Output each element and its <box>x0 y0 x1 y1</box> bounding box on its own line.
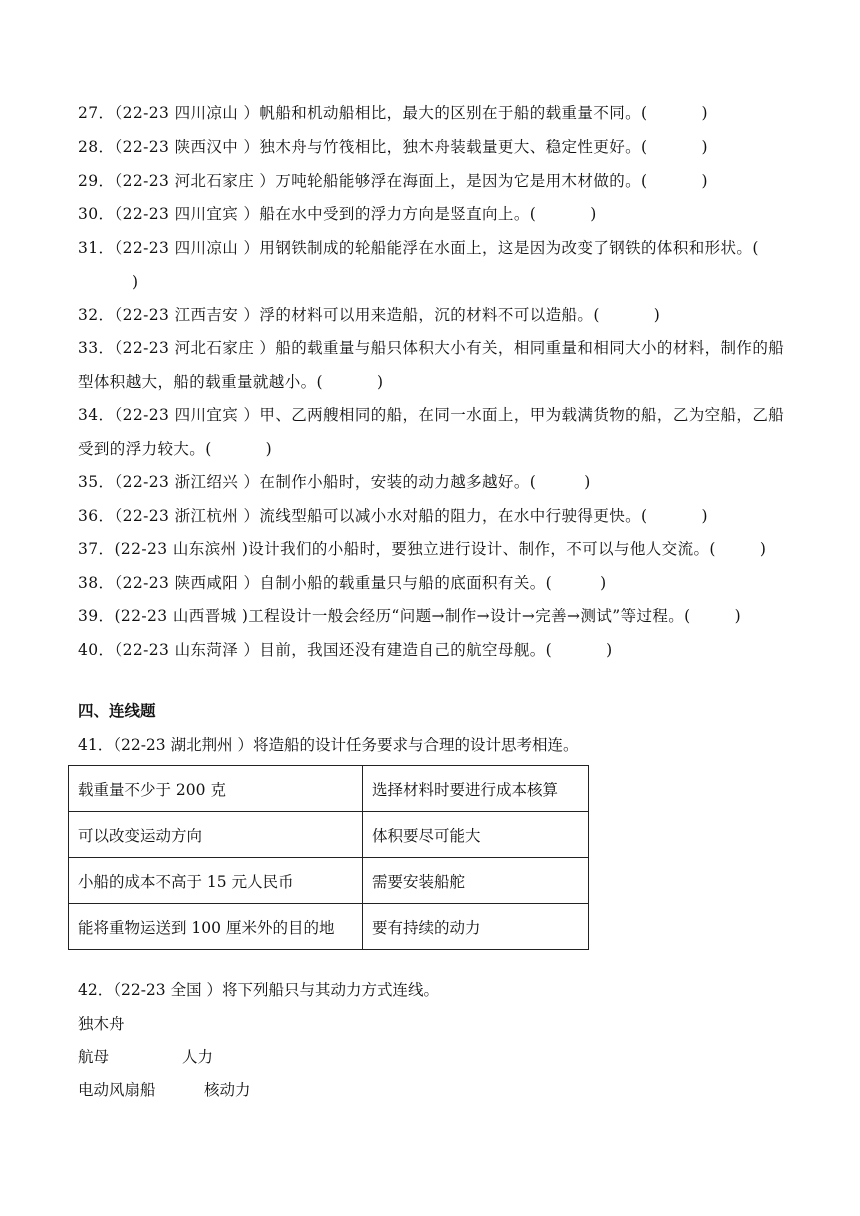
question-39 <box>78 600 790 634</box>
question-40 <box>78 634 790 668</box>
answer-paren-close: ) <box>600 574 607 592</box>
question-text: （22-23 山东菏泽 ）目前，我国还没有建造自己的航空母舰。( <box>114 641 553 659</box>
question-number: 33． <box>78 339 115 357</box>
table-cell-requirement: 小船的成本不高于 15 元人民币 <box>69 858 363 904</box>
question-number: 38． <box>78 574 115 592</box>
question-number: 36． <box>78 507 115 525</box>
answer-paren-close: ) <box>584 473 591 491</box>
question-number: 30． <box>78 205 115 223</box>
power-type: 人力 <box>182 1048 214 1066</box>
table-cell-thinking: 需要安装船舵 <box>363 858 589 904</box>
question-42: 42．（22-23 全国 ）将下列船只与其动力方式连线。 <box>78 981 440 999</box>
table-cell-thinking: 选择材料时要进行成本核算 <box>363 766 589 812</box>
question-38 <box>78 567 790 601</box>
answer-paren-close: ) <box>701 138 708 156</box>
question-text: （22-23 浙江绍兴 ）在制作小船时，安装的动力越多越好。( <box>114 473 537 491</box>
question-number: 32． <box>78 306 115 324</box>
table-row <box>69 904 589 950</box>
answer-paren-close: ) <box>653 306 661 324</box>
question-text: （22-23 河北石家庄 ）船的载重量与船只体积大小有关，相同重量和相同大小的材料，制作的船型体积越大，船的载重量就越小。( <box>78 339 785 391</box>
boat-item <box>78 1076 251 1104</box>
question-number: 31． <box>78 239 115 257</box>
matching-table <box>68 765 589 950</box>
answer-paren-close: ) <box>606 641 613 659</box>
question-27 <box>78 97 790 131</box>
question-number: 37． <box>78 540 115 558</box>
question-number: 28． <box>78 138 115 156</box>
question-31 <box>78 232 790 299</box>
answer-paren-close: ) <box>590 205 597 223</box>
answer-paren-close: ) <box>701 172 708 190</box>
table-cell-requirement: 可以改变运动方向 <box>69 812 363 858</box>
question-37 <box>78 533 790 567</box>
section-title: 四、连线题 <box>78 702 156 720</box>
table-cell-requirement: 能将重物运送到 100 厘米外的目的地 <box>69 904 363 950</box>
question-text: （22-23 江西吉安 ）浮的材料可以用来造船，沉的材料不可以造船。( <box>114 306 600 324</box>
question-text: （22-23 河北石家庄 ）万吨轮船能够浮在海面上，是因为它是用木材做的。( <box>114 172 648 190</box>
question-text: （22-23 四川凉山 ）用钢铁制成的轮船能浮在水面上，这是因为改变了钢铁的体积和形状。( <box>114 239 759 257</box>
question-29 <box>78 165 790 199</box>
question-30 <box>78 198 790 232</box>
answer-paren-close: ) <box>701 507 708 525</box>
boat-name: 电动风扇船 <box>78 1081 156 1099</box>
question-text: （22-23 陕西汉中 ）独木舟与竹筏相比，独木舟装载量更大、稳定性更好。( <box>114 138 648 156</box>
boat-item <box>78 1043 213 1071</box>
table-row <box>69 766 589 812</box>
question-41: 41．（22-23 湖北荆州 ）将造船的设计任务要求与合理的设计思考相连。 <box>78 736 579 754</box>
question-number: 35． <box>78 473 115 491</box>
question-34 <box>78 399 790 466</box>
question-text: （22-23 四川宜宾 ）船在水中受到的浮力方向是竖直向上。( <box>114 205 537 223</box>
answer-paren-close: ) <box>701 104 708 122</box>
question-number: 27． <box>78 104 115 122</box>
answer-paren-close: ) <box>734 607 742 625</box>
question-33 <box>78 332 790 399</box>
question-text: （22-23 浙江杭州 ）流线型船可以减小水对船的阻力，在水中行驶得更快。( <box>114 507 648 525</box>
question-text: （22-23 四川凉山 ）帆船和机动船相比，最大的区别在于船的载重量不同。( <box>114 104 648 122</box>
question-36 <box>78 500 790 534</box>
table-cell-thinking: 体积要尽可能大 <box>363 812 589 858</box>
table-row <box>69 812 589 858</box>
answer-paren-close: ) <box>376 372 384 391</box>
power-type: 核动力 <box>204 1081 251 1099</box>
question-number: 40． <box>78 641 115 659</box>
question-text: (22-23 山东滨州 )设计我们的小船时，要独立进行设计、制作，不可以与他人交流。( <box>114 540 716 558</box>
boat-item <box>78 1010 125 1038</box>
table-cell-requirement: 载重量不少于 200 克 <box>69 766 363 812</box>
answer-paren-close: ) <box>132 272 139 291</box>
table-cell-thinking: 要有持续的动力 <box>363 904 589 950</box>
answer-paren-close: ) <box>759 540 767 558</box>
question-text: （22-23 陕西咸阳 ）自制小船的载重量只与船的底面积有关。( <box>114 574 553 592</box>
answer-paren-close: ) <box>265 439 273 458</box>
question-32 <box>78 299 790 333</box>
table-row <box>69 858 589 904</box>
question-35 <box>78 466 790 500</box>
question-text: (22-23 山西晋城 )工程设计一般会经历“问题→制作→设计→完善→测试”等过程。( <box>114 607 691 625</box>
question-number: 39． <box>78 607 115 625</box>
question-number: 34． <box>78 406 115 424</box>
question-number: 29． <box>78 172 115 190</box>
question-28 <box>78 131 790 165</box>
boat-name: 航母 <box>78 1048 110 1066</box>
boat-name: 独木舟 <box>78 1015 125 1033</box>
question-text: （22-23 四川宜宾 ）甲、乙两艘相同的船，在同一水面上，甲为载满货物的船，乙为空船，乙船受到的浮力较大。( <box>78 406 785 458</box>
